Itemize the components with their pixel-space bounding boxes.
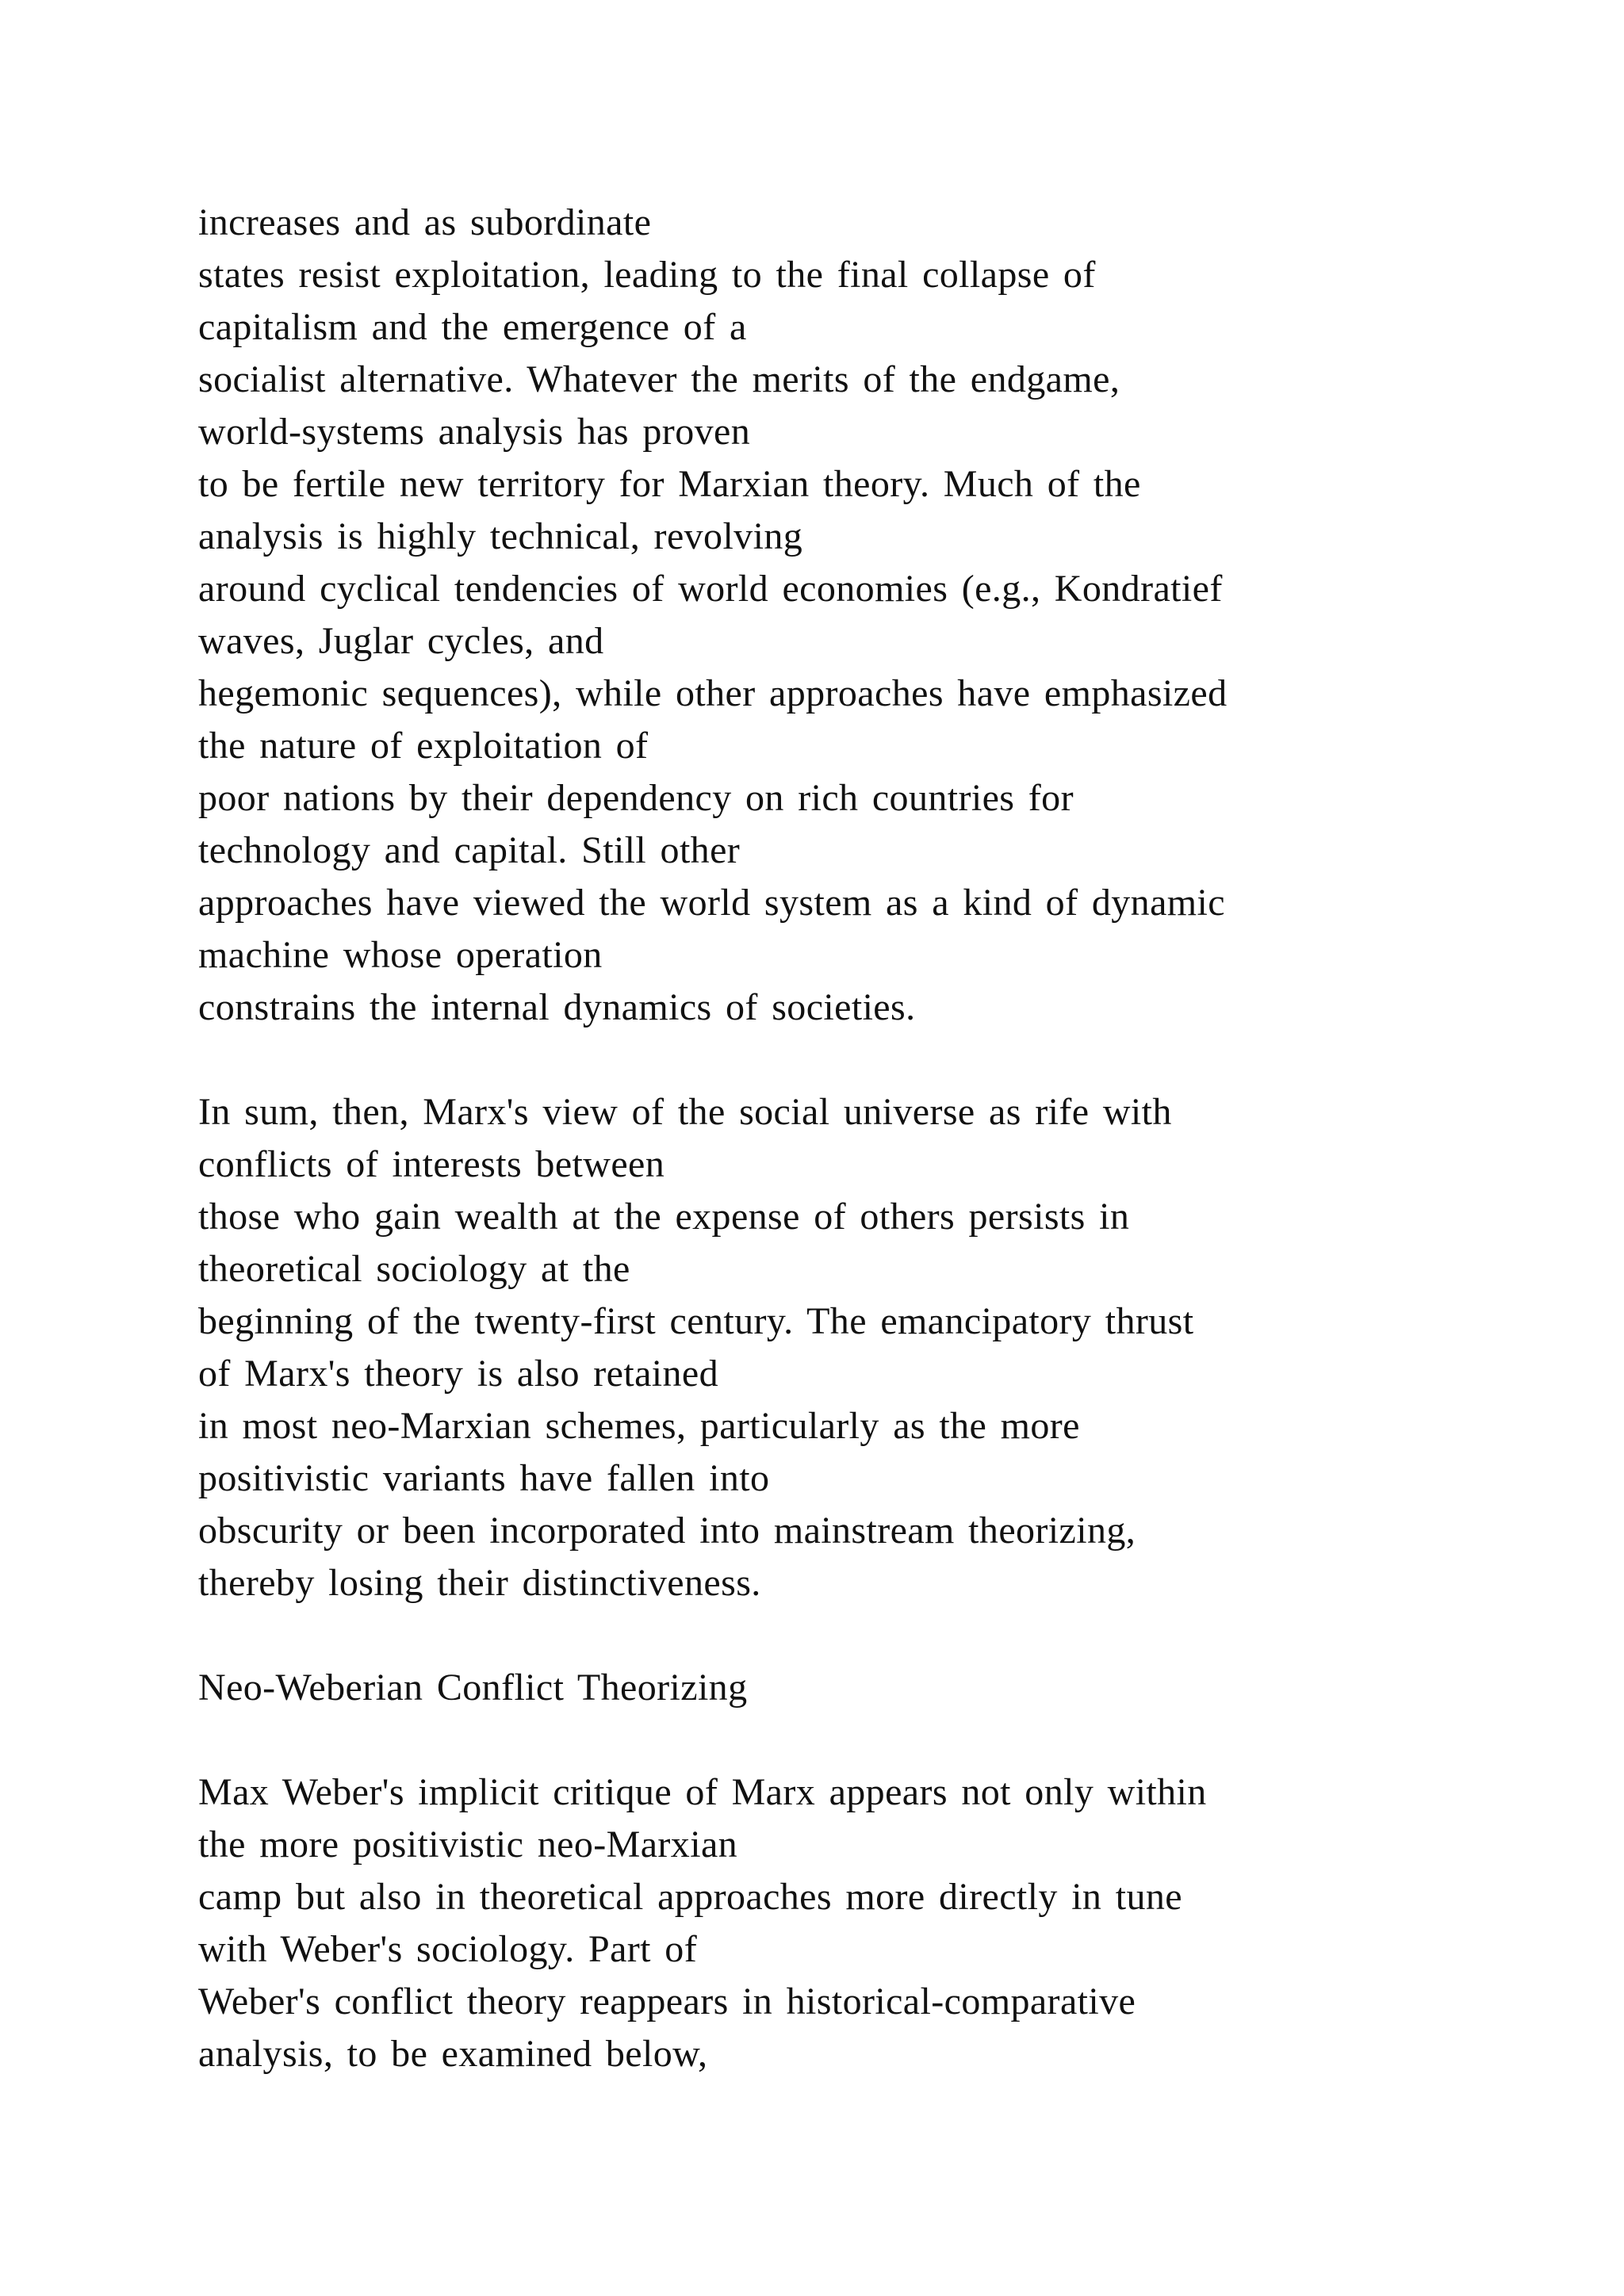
- text-line: thereby losing their distinctiveness.: [198, 1562, 761, 1604]
- text-line: analysis, to be examined below,: [198, 2033, 708, 2075]
- text-line: beginning of the twenty-first century. The emancipatory thrust: [198, 1300, 1194, 1342]
- text-line: positivistic variants have fallen into: [198, 1457, 770, 1499]
- text-line: the nature of exploitation of: [198, 725, 649, 767]
- section-heading: [198, 1662, 1546, 1714]
- paragraph-gap: [198, 1609, 1546, 1662]
- text-line: increases and as subordinate: [198, 201, 652, 243]
- text-line: to be fertile new territory for Marxian theory. Much of the: [198, 463, 1141, 505]
- text-line: approaches have viewed the world system as a kind of dynamic: [198, 882, 1225, 924]
- text-line: those who gain wealth at the expense of others persists in: [198, 1196, 1130, 1238]
- text-line: In sum, then, Marx's view of the social universe as rife with: [198, 1091, 1172, 1133]
- text-line: world-systems analysis has proven: [198, 411, 751, 453]
- text-line: states resist exploitation, leading to the final collapse of: [198, 254, 1096, 296]
- text-line: constrains the internal dynamics of societies.: [198, 986, 916, 1028]
- text-line: conflicts of interests between: [198, 1143, 665, 1185]
- text-line: the more positivistic neo-Marxian: [198, 1823, 738, 1866]
- text-line: theoretical sociology at the: [198, 1248, 630, 1290]
- text-line: waves, Juglar cycles, and: [198, 620, 604, 662]
- text-line: Weber's conflict theory reappears in historical-comparative: [198, 1980, 1136, 2022]
- body-text: [198, 197, 1546, 2080]
- text-line: machine whose operation: [198, 934, 603, 976]
- text-line: capitalism and the emergence of a: [198, 306, 747, 348]
- text-line: in most neo-Marxian schemes, particularly as the more: [198, 1405, 1080, 1447]
- paragraph-in-sum: [198, 1086, 1546, 1609]
- text-line: Max Weber's implicit critique of Marx appears not only within: [198, 1771, 1207, 1813]
- text-line: with Weber's sociology. Part of: [198, 1928, 698, 1970]
- text-line: of Marx's theory is also retained: [198, 1353, 719, 1395]
- text-line: camp but also in theoretical approaches more directly in tune: [198, 1876, 1182, 1918]
- text-line: socialist alternative. Whatever the merits of the endgame,: [198, 358, 1120, 400]
- text-line: technology and capital. Still other: [198, 829, 741, 871]
- text-line: around cyclical tendencies of world economies (e.g., Kondratief: [198, 568, 1223, 610]
- paragraph-gap: [198, 1714, 1546, 1766]
- text-line: analysis is highly technical, revolving: [198, 515, 803, 557]
- text-line: poor nations by their dependency on rich countries for: [198, 777, 1074, 819]
- paragraph-world-systems: [198, 197, 1546, 1034]
- text-line: hegemonic sequences), while other approaches have emphasized: [198, 672, 1228, 714]
- paragraph-weber: [198, 1766, 1546, 2080]
- paragraph-gap: [198, 1034, 1546, 1086]
- section-heading-text: Neo-Weberian Conflict Theorizing: [198, 1667, 748, 1709]
- text-line: obscurity or been incorporated into mainstream theorizing,: [198, 1510, 1136, 1552]
